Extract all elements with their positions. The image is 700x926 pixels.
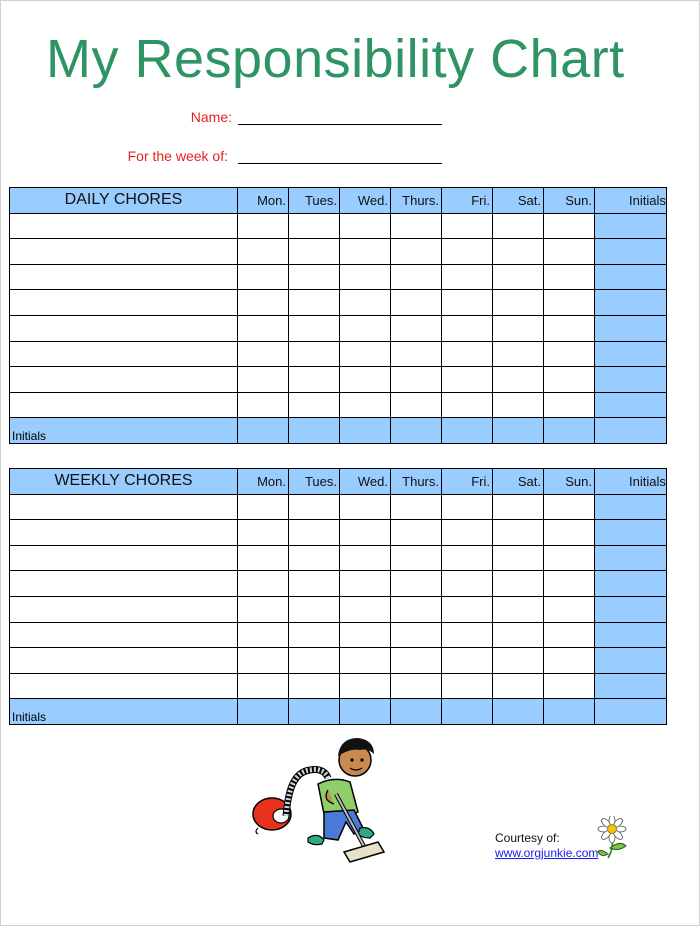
weekly-check-cell[interactable] [238,545,289,571]
daily-day-sun: Sun. [544,188,595,214]
week-label: For the week of: [127,148,228,164]
weekly-chore-name-cell[interactable] [10,622,238,648]
weekly-check-cell[interactable] [442,520,493,546]
weekly-check-cell[interactable] [238,648,289,674]
courtesy-block [495,831,598,861]
weekly-check-cell[interactable] [289,571,340,597]
weekly-initials-day-cell[interactable] [238,699,289,725]
weekly-chore-name-cell[interactable] [10,648,238,674]
weekly-initials-day-cell[interactable] [544,699,595,725]
weekly-check-cell[interactable] [238,571,289,597]
daily-initials-day-cell[interactable] [442,418,493,444]
daily-check-cell[interactable] [289,367,340,393]
daily-check-cell[interactable] [442,392,493,418]
weekly-check-cell[interactable] [391,545,442,571]
daily-check-cell[interactable] [238,315,289,341]
weekly-check-cell[interactable] [391,571,442,597]
weekly-initials-cell[interactable] [595,494,667,520]
weekly-check-cell[interactable] [289,596,340,622]
weekly-initials-cell[interactable] [595,520,667,546]
daily-initials-cell[interactable] [595,239,667,265]
weekly-check-cell[interactable] [544,622,595,648]
weekly-chore-row [10,571,667,597]
daily-check-cell[interactable] [289,213,340,239]
daily-initials-day-cell[interactable] [391,418,442,444]
weekly-chore-row [10,494,667,520]
weekly-check-cell[interactable] [493,520,544,546]
daily-check-cell[interactable] [544,213,595,239]
weekly-check-cell[interactable] [544,673,595,699]
daily-check-cell[interactable] [340,239,391,265]
weekly-initials-day-cell[interactable] [340,699,391,725]
daily-check-cell[interactable] [238,290,289,316]
weekly-chore-row [10,520,667,546]
weekly-check-cell[interactable] [340,648,391,674]
daily-check-cell[interactable] [340,367,391,393]
weekly-chore-name-cell[interactable] [10,673,238,699]
daily-chore-name-cell[interactable] [10,392,238,418]
weekly-check-cell[interactable] [238,494,289,520]
weekly-check-cell[interactable] [442,596,493,622]
daily-check-cell[interactable] [391,264,442,290]
weekly-chore-row [10,545,667,571]
weekly-check-cell[interactable] [238,622,289,648]
daily-check-cell[interactable] [238,392,289,418]
weekly-check-cell[interactable] [442,622,493,648]
daily-day-sat: Sat. [493,188,544,214]
weekly-check-cell[interactable] [238,596,289,622]
weekly-check-cell[interactable] [493,571,544,597]
daily-day-mon: Mon. [238,188,289,214]
weekly-check-cell[interactable] [391,520,442,546]
daily-check-cell[interactable] [238,367,289,393]
weekly-initials-cell[interactable] [595,596,667,622]
weekly-check-cell[interactable] [340,596,391,622]
daily-check-cell[interactable] [442,315,493,341]
daily-chores-table [9,187,667,444]
weekly-check-cell[interactable] [391,673,442,699]
daily-initials-cell[interactable] [595,367,667,393]
weekly-initials-cell[interactable] [595,648,667,674]
daily-day-fri: Fri. [442,188,493,214]
weekly-check-cell[interactable] [238,673,289,699]
weekly-initials-day-cell[interactable] [493,699,544,725]
weekly-check-cell[interactable] [391,596,442,622]
daily-check-cell[interactable] [289,239,340,265]
daily-chore-row [10,239,667,265]
weekly-check-cell[interactable] [493,622,544,648]
name-line[interactable] [238,124,442,125]
daily-chore-row [10,367,667,393]
weekly-check-cell[interactable] [340,673,391,699]
weekly-body [10,494,667,724]
weekly-initials-day-cell[interactable] [442,699,493,725]
daily-check-cell[interactable] [391,315,442,341]
daily-chore-row [10,341,667,367]
daily-initials-cell[interactable] [595,341,667,367]
daily-day-tues: Tues. [289,188,340,214]
daily-check-cell[interactable] [442,213,493,239]
orgjunkie-link[interactable]: www.orgjunkie.com [495,846,599,860]
courtesy-label: Courtesy of: [495,831,560,845]
daily-check-cell[interactable] [442,367,493,393]
daily-initials-day-cell[interactable] [238,418,289,444]
daily-initials-row [10,418,667,444]
weekly-check-cell[interactable] [544,571,595,597]
daily-check-cell[interactable] [442,239,493,265]
daily-check-cell[interactable] [493,290,544,316]
daily-check-cell[interactable] [391,392,442,418]
daily-check-cell[interactable] [493,341,544,367]
name-label: Name: [190,109,232,125]
weekly-check-cell[interactable] [442,494,493,520]
daily-check-cell[interactable] [544,367,595,393]
daily-initials-day-cell[interactable] [595,418,667,444]
boy-vacuuming-icon [248,732,398,872]
daily-chore-name-cell[interactable] [10,315,238,341]
weekly-day-wed: Wed. [340,469,391,495]
daily-check-cell[interactable] [544,341,595,367]
daily-check-cell[interactable] [391,213,442,239]
weekly-check-cell[interactable] [493,648,544,674]
weekly-check-cell[interactable] [493,596,544,622]
daily-check-cell[interactable] [289,315,340,341]
daily-chore-name-cell[interactable] [10,213,238,239]
daily-check-cell[interactable] [493,239,544,265]
daily-chore-name-cell[interactable] [10,290,238,316]
daily-initials-day-cell[interactable] [493,418,544,444]
weekly-day-mon: Mon. [238,469,289,495]
daily-initials-cell[interactable] [595,290,667,316]
weekly-chores-header: WEEKLY CHORES [10,469,238,495]
daily-chores-header: DAILY CHORES [10,188,238,214]
weekly-chore-name-cell[interactable] [10,596,238,622]
daily-check-cell[interactable] [238,341,289,367]
weekly-check-cell[interactable] [493,545,544,571]
daily-initials-row-label: Initials [10,418,238,444]
daily-check-cell[interactable] [238,264,289,290]
weekly-check-cell[interactable] [544,520,595,546]
weekly-chore-name-cell[interactable] [10,494,238,520]
weekly-check-cell[interactable] [289,622,340,648]
weekly-day-sat: Sat. [493,469,544,495]
weekly-day-sun: Sun. [544,469,595,495]
daily-check-cell[interactable] [289,392,340,418]
daily-check-cell[interactable] [340,213,391,239]
daily-check-cell[interactable] [391,367,442,393]
weekly-check-cell[interactable] [289,648,340,674]
weekly-check-cell[interactable] [340,622,391,648]
weekly-check-cell[interactable] [340,520,391,546]
daily-body [10,213,667,443]
weekly-initials-cell[interactable] [595,673,667,699]
daily-check-cell[interactable] [340,315,391,341]
daily-chore-row [10,290,667,316]
weekly-chore-name-cell[interactable] [10,520,238,546]
weekly-check-cell[interactable] [391,494,442,520]
weekly-check-cell[interactable] [493,673,544,699]
weekly-day-tues: Tues. [289,469,340,495]
page-title: My Responsibility Chart [46,29,625,89]
daily-check-cell[interactable] [289,290,340,316]
daily-initials-cell[interactable] [595,315,667,341]
daily-day-thurs: Thurs. [391,188,442,214]
weekly-chore-name-cell[interactable] [10,571,238,597]
daily-chore-row [10,315,667,341]
daily-initials-day-cell[interactable] [340,418,391,444]
weekly-check-cell[interactable] [340,571,391,597]
weekly-check-cell[interactable] [442,571,493,597]
weekly-check-cell[interactable] [391,648,442,674]
daily-check-cell[interactable] [544,315,595,341]
daily-check-cell[interactable] [340,392,391,418]
weekly-chore-row [10,622,667,648]
weekly-initials-row [10,699,667,725]
daily-check-cell[interactable] [493,264,544,290]
daily-check-cell[interactable] [340,290,391,316]
daily-check-cell[interactable] [289,264,340,290]
daily-check-cell[interactable] [340,264,391,290]
daily-chore-row [10,392,667,418]
weekly-initials-cell[interactable] [595,545,667,571]
daily-check-cell[interactable] [493,367,544,393]
weekly-check-cell[interactable] [544,648,595,674]
daily-check-cell[interactable] [493,392,544,418]
weekly-check-cell[interactable] [289,520,340,546]
weekly-initials-row-label: Initials [10,699,238,725]
weekly-chore-name-cell[interactable] [10,545,238,571]
weekly-initials-cell[interactable] [595,622,667,648]
daily-check-cell[interactable] [238,213,289,239]
daily-check-cell[interactable] [544,290,595,316]
week-line[interactable] [238,163,442,164]
daily-check-cell[interactable] [544,239,595,265]
weekly-check-cell[interactable] [442,545,493,571]
daily-check-cell[interactable] [442,264,493,290]
weekly-chores-table [9,468,667,725]
weekly-chore-row [10,648,667,674]
weekly-check-cell[interactable] [289,545,340,571]
daily-initials-cell[interactable] [595,392,667,418]
daily-chore-name-cell[interactable] [10,239,238,265]
daisy-flower-icon [596,816,632,860]
daily-chore-row [10,213,667,239]
weekly-initials-day-cell[interactable] [595,699,667,725]
weekly-check-cell[interactable] [442,648,493,674]
daily-chore-name-cell[interactable] [10,264,238,290]
daily-check-cell[interactable] [544,264,595,290]
weekly-chore-row [10,673,667,699]
weekly-initials-header: Initials [595,469,667,495]
weekly-check-cell[interactable] [340,494,391,520]
daily-check-cell[interactable] [391,341,442,367]
daily-check-cell[interactable] [289,341,340,367]
daily-initials-cell[interactable] [595,264,667,290]
weekly-day-fri: Fri. [442,469,493,495]
weekly-initials-cell[interactable] [595,571,667,597]
daily-initials-header: Initials [595,188,667,214]
weekly-check-cell[interactable] [544,596,595,622]
weekly-check-cell[interactable] [391,622,442,648]
weekly-check-cell[interactable] [544,494,595,520]
daily-check-cell[interactable] [238,239,289,265]
weekly-chore-row [10,596,667,622]
weekly-check-cell[interactable] [238,520,289,546]
daily-chore-row [10,264,667,290]
daily-check-cell[interactable] [442,341,493,367]
weekly-check-cell[interactable] [544,545,595,571]
daily-day-wed: Wed. [340,188,391,214]
daily-initials-day-cell[interactable] [544,418,595,444]
weekly-initials-day-cell[interactable] [289,699,340,725]
daily-check-cell[interactable] [544,392,595,418]
daily-check-cell[interactable] [493,213,544,239]
daily-check-cell[interactable] [391,239,442,265]
daily-initials-day-cell[interactable] [289,418,340,444]
daily-check-cell[interactable] [493,315,544,341]
daily-chore-name-cell[interactable] [10,367,238,393]
weekly-check-cell[interactable] [493,494,544,520]
daily-chore-name-cell[interactable] [10,341,238,367]
weekly-check-cell[interactable] [289,673,340,699]
weekly-day-thurs: Thurs. [391,469,442,495]
daily-initials-cell[interactable] [595,213,667,239]
weekly-check-cell[interactable] [289,494,340,520]
weekly-initials-day-cell[interactable] [391,699,442,725]
weekly-check-cell[interactable] [340,545,391,571]
daily-check-cell[interactable] [442,290,493,316]
daily-check-cell[interactable] [340,341,391,367]
weekly-check-cell[interactable] [442,673,493,699]
daily-check-cell[interactable] [391,290,442,316]
